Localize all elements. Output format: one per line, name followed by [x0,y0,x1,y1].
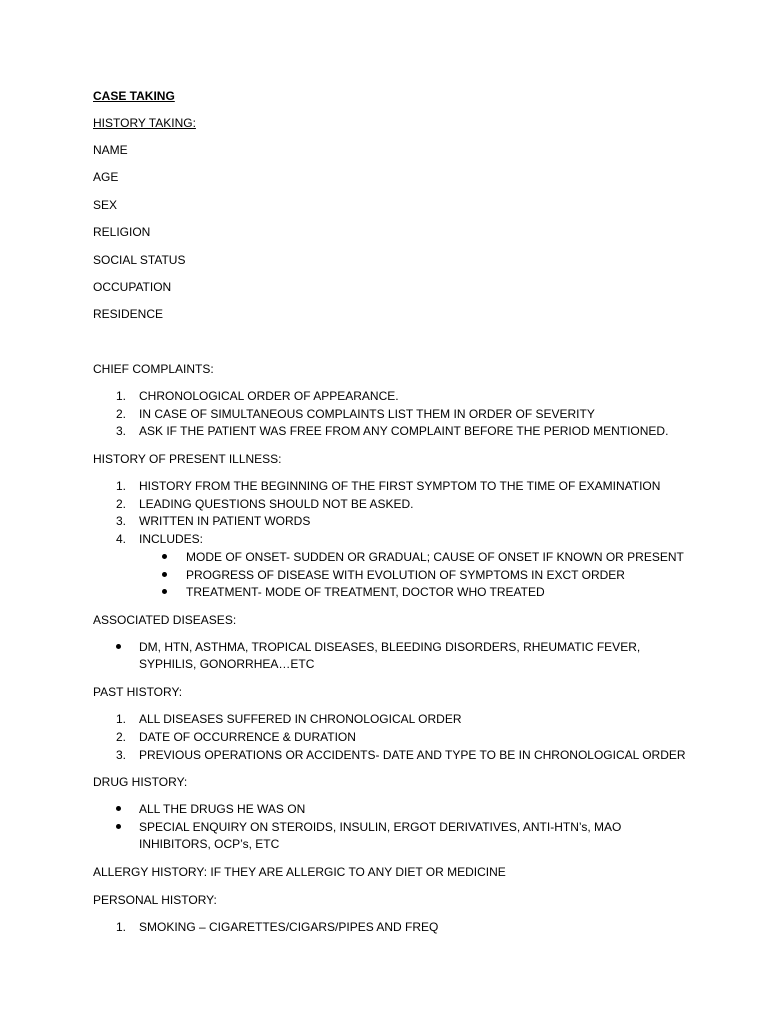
list-number: 2. [116,497,127,511]
list-item: INCLUDES: [139,532,204,546]
list-number: 4. [116,532,127,546]
list-item: IN CASE OF SIMULTANEOUS COMPLAINTS LIST THEM IN ORDER OF SEVERITY [139,407,595,421]
field-name: NAME [93,143,128,157]
field-religion: RELIGION [93,225,151,239]
drug-history-heading: DRUG HISTORY: [93,775,188,789]
bullet-icon [162,554,167,559]
sub-list-item: PROGRESS OF DISEASE WITH EVOLUTION OF SYMPTOMS IN EXCT ORDER [186,568,625,582]
list-item-continuation: SYPHILIS, GONORRHEA…ETC [139,657,315,671]
field-residence: RESIDENCE [93,307,164,321]
list-number: 1. [116,920,127,934]
bullet-icon [116,644,121,649]
hpi-heading: HISTORY OF PRESENT ILLNESS: [93,452,282,466]
field-age: AGE [93,170,119,184]
sub-list-item: TREATMENT- MODE OF TREATMENT, DOCTOR WHO TREATED [186,585,545,599]
doc-title: CASE TAKING [93,89,175,103]
list-item: HISTORY FROM THE BEGINNING OF THE FIRST SYMPTOM TO THE TIME OF EXAMINATION [139,479,661,493]
list-number: 3. [116,748,127,762]
bullet-icon [116,806,121,811]
list-item: LEADING QUESTIONS SHOULD NOT BE ASKED. [139,497,414,511]
personal-history-heading: PERSONAL HISTORY: [93,893,217,907]
list-number: 3. [116,424,127,438]
allergy-history: ALLERGY HISTORY: IF THEY ARE ALLERGIC TO ANY DIET OR MEDICINE [93,865,506,879]
list-item: PREVIOUS OPERATIONS OR ACCIDENTS- DATE AND TYPE TO BE IN CHRONOLOGICAL ORDER [139,748,686,762]
associated-diseases-heading: ASSOCIATED DISEASES: [93,613,237,627]
list-item: ALL THE DRUGS HE WAS ON [139,802,306,816]
list-number: 1. [116,712,127,726]
list-item: CHRONOLOGICAL ORDER OF APPEARANCE. [139,389,399,403]
bullet-icon [162,572,167,577]
list-number: 1. [116,479,127,493]
list-number: 1. [116,389,127,403]
field-sex: SEX [93,198,118,212]
past-history-heading: PAST HISTORY: [93,685,183,699]
chief-complaints-heading: CHIEF COMPLAINTS: [93,362,214,376]
bullet-icon [162,589,167,594]
list-item: DATE OF OCCURRENCE & DURATION [139,730,356,744]
sub-list-item: MODE OF ONSET- SUDDEN OR GRADUAL; CAUSE OF ONSET IF KNOWN OR PRESENT [186,550,684,564]
list-item: WRITTEN IN PATIENT WORDS [139,514,311,528]
field-occupation: OCCUPATION [93,280,172,294]
list-item: SMOKING – CIGARETTES/CIGARS/PIPES AND FREQ [139,920,439,934]
field-social-status: SOCIAL STATUS [93,253,186,267]
list-number: 3. [116,514,127,528]
history-taking-heading: HISTORY TAKING: [93,116,196,130]
bullet-icon [116,824,121,829]
list-item: ALL DISEASES SUFFERED IN CHRONOLOGICAL ORDER [139,712,462,726]
list-item: ASK IF THE PATIENT WAS FREE FROM ANY COMPLAINT BEFORE THE PERIOD MENTIONED. [139,424,669,438]
list-item-continuation: INHIBITORS, OCP’s, ETC [139,837,280,851]
list-item: DM, HTN, ASTHMA, TROPICAL DISEASES, BLEEDING DISORDERS, RHEUMATIC FEVER, [139,640,641,654]
list-number: 2. [116,407,127,421]
list-number: 2. [116,730,127,744]
list-item: SPECIAL ENQUIRY ON STEROIDS, INSULIN, ERGOT DERIVATIVES, ANTI-HTN’s, MAO [139,820,622,834]
